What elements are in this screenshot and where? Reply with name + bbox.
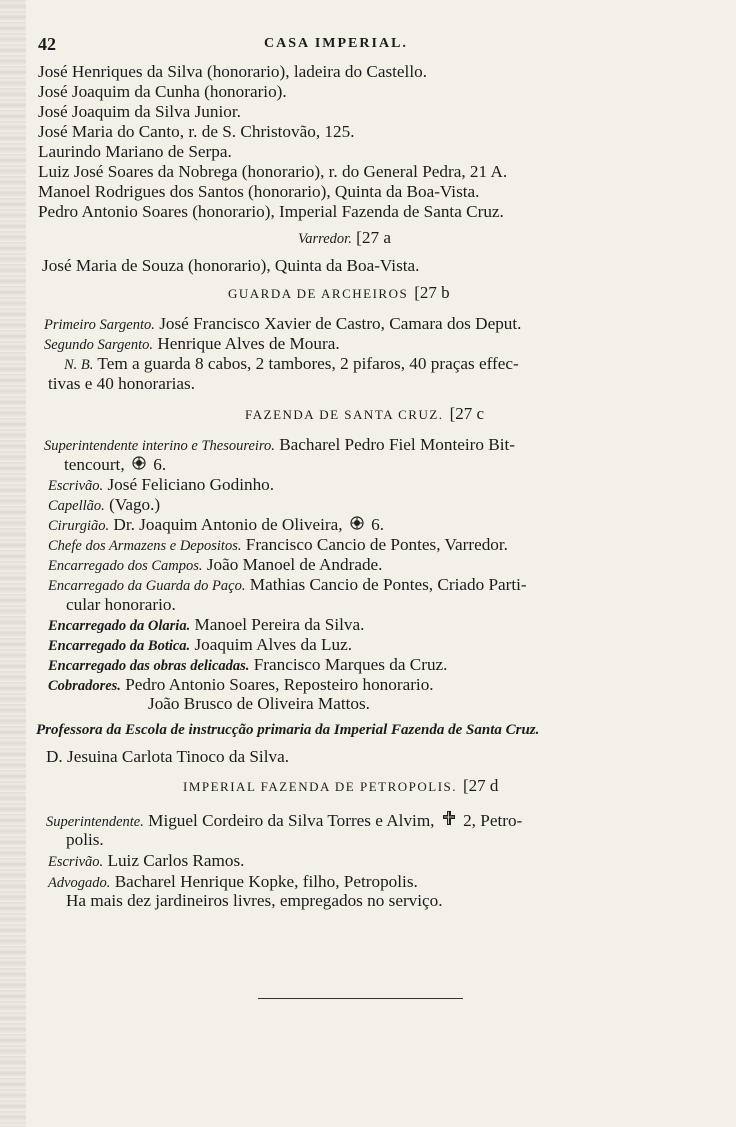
section-ref: [27 d <box>463 776 499 795</box>
section-title: IMPERIAL FAZENDA DE PETROPOLIS. <box>183 779 458 794</box>
entry-text: Joaquim Alves da Luz. <box>194 635 353 654</box>
section-title: GUARDA DE ARCHEIROS <box>228 286 409 301</box>
page-number: 42 <box>38 34 56 54</box>
entry-text: Luiz Carlos Ramos. <box>107 851 245 870</box>
entry-label: Escrivão. <box>48 854 104 870</box>
entry-label: Encarregado das obras delicadas. <box>48 658 250 674</box>
entry-label: Cobradores. <box>48 678 121 694</box>
rose-order-icon <box>350 516 364 536</box>
entry-text: tencourt, <box>64 455 125 474</box>
section-heading-santa-cruz <box>245 404 484 425</box>
entry-capellao <box>48 495 160 516</box>
entry-encarregado-campos <box>48 555 382 576</box>
entry-cirurgiao <box>48 515 384 536</box>
entry-label: Encarregado da Guarda do Paço. <box>48 578 246 594</box>
varredor-title: Varredor. <box>298 231 352 247</box>
entry-label: Chefe dos Armazens e Depositos. <box>48 538 242 554</box>
entry-advogado <box>48 872 418 893</box>
entry-superintendente-petropolis <box>46 810 522 832</box>
entry-text: Tem a guarda 8 cabos, 2 tambores, 2 pifaros, 40 praças effec- <box>97 354 519 373</box>
entry-label: Escrivão. <box>48 478 104 494</box>
text-line: Pedro Antonio Soares (honorario), Imperial Fazenda de Santa Cruz. <box>38 202 504 221</box>
entry-nota-bene <box>64 354 519 375</box>
running-head: CASA IMPERIAL. <box>264 36 408 51</box>
entry-text: Pedro Antonio Soares, Reposteiro honorario. <box>125 675 434 694</box>
text-line: Ha mais dez jardineiros livres, empregados no serviço. <box>66 891 443 910</box>
entry-encarregado-olaria <box>48 615 364 636</box>
entry-label: Advogado. <box>48 875 111 891</box>
entry-escrivao-petropolis <box>48 851 244 872</box>
entry-continuation <box>64 455 166 476</box>
entry-text: José Francisco Xavier de Castro, Camara dos Deput. <box>159 314 522 333</box>
entry-label: Encarregado dos Campos. <box>48 558 203 574</box>
entry-label: Primeiro Sargento. <box>44 317 155 333</box>
entry-superintendente <box>44 435 515 456</box>
text-line: D. Jesuina Carlota Tinoco da Silva. <box>46 747 289 766</box>
entry-label: Superintendente. <box>46 814 144 830</box>
entry-label: Encarregado da Botica. <box>48 638 191 654</box>
text-line: José Henriques da Silva (honorario), ladeira do Castello. <box>38 62 428 81</box>
entry-text: João Manoel de Andrade. <box>206 555 383 574</box>
entry-segundo-sargento <box>44 334 340 355</box>
section-ref: [27 c <box>449 404 485 423</box>
entry-primeiro-sargento <box>44 314 521 335</box>
entry-text: José Feliciano Godinho. <box>107 475 275 494</box>
entry-label: N. B. <box>64 357 94 373</box>
entry-text: 2, Petro- <box>463 811 523 830</box>
entry-text: (Vago.) <box>109 495 161 514</box>
entry-text: 6. <box>371 515 385 534</box>
varredor-ref: [27 a <box>356 228 391 247</box>
section-heading-petropolis <box>183 776 498 797</box>
text-line: Luiz José Soares da Nobrega (honorario), r. do General Pedra, 21 A. <box>38 162 508 181</box>
entry-cobradores <box>48 675 434 696</box>
entry-label: Professora da Escola de instrucção primaria da Imperial Fazenda de Santa Cruz. <box>36 722 540 738</box>
section-ref: [27 b <box>414 283 450 302</box>
text-line: José Maria do Canto, r. de S. Christovão, 125. <box>38 122 355 141</box>
section-title: FAZENDA DE SANTA CRUZ. <box>245 407 444 422</box>
entry-label: Encarregado da Olaria. <box>48 618 191 634</box>
text-line: tivas e 40 honorarias. <box>48 374 196 393</box>
entry-text: Bacharel Pedro Fiel Monteiro Bit- <box>279 435 515 454</box>
scanned-margin-shadow <box>0 0 26 1127</box>
entry-text: Bacharel Henrique Kopke, filho, Petropolis. <box>114 872 418 891</box>
text-line: José Maria de Souza (honorario), Quinta da Boa-Vista. <box>42 256 420 275</box>
entry-text: Francisco Marques da Cruz. <box>253 655 448 674</box>
entry-text: Manoel Pereira da Silva. <box>194 615 365 634</box>
cross-order-icon <box>442 810 456 832</box>
entry-escrivao <box>48 475 274 496</box>
rose-order-icon <box>132 456 146 476</box>
entry-text: Francisco Cancio de Pontes, Varredor. <box>245 535 508 554</box>
text-line: Manoel Rodrigues dos Santos (honorario), Quinta da Boa-Vista. <box>38 182 480 201</box>
section-heading-guarda <box>228 283 450 304</box>
entry-chefe-armazens <box>48 535 508 556</box>
page-header <box>38 34 678 58</box>
entry-text: Mathias Cancio de Pontes, Criado Parti- <box>249 575 527 594</box>
entry-encarregado-botica <box>48 635 352 656</box>
text-line: polis. <box>66 830 104 849</box>
entry-label: Cirurgião. <box>48 518 110 534</box>
varredor-heading <box>298 228 391 249</box>
entry-text: 6. <box>153 455 167 474</box>
entry-text: Miguel Cordeiro da Silva Torres e Alvim, <box>148 811 435 830</box>
text-line: José Joaquim da Cunha (honorario). <box>38 82 287 101</box>
text-line: Laurindo Mariano de Serpa. <box>38 142 232 161</box>
text-line: José Joaquim da Silva Junior. <box>38 102 241 121</box>
entry-label: Superintendente interino e Thesoureiro. <box>44 438 275 454</box>
entry-text: Henrique Alves de Moura. <box>157 334 340 353</box>
footer-rule <box>258 998 463 1000</box>
entry-encarregado-guarda-paco <box>48 575 527 596</box>
entry-label: Capellão. <box>48 498 105 514</box>
entry-encarregado-obras <box>48 655 447 676</box>
entry-label: Segundo Sargento. <box>44 337 154 353</box>
text-line: João Brusco de Oliveira Mattos. <box>148 694 370 713</box>
text-line: cular honorario. <box>66 595 176 614</box>
entry-professora-heading <box>36 719 539 740</box>
entry-text: Dr. Joaquim Antonio de Oliveira, <box>113 515 343 534</box>
